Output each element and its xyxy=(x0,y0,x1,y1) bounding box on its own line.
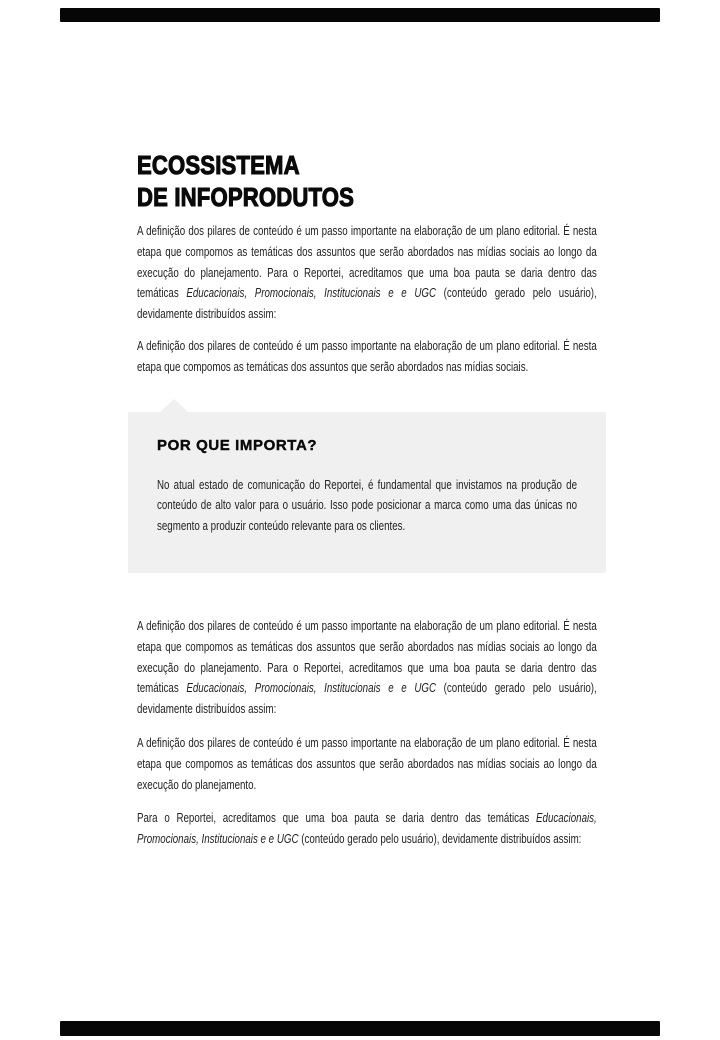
paragraph-intro-short: A definição dos pilares de conteúdo é um passo importante na elaboração de um plano editorial. É nesta etapa que compomos as temáticas dos assuntos que serão abordados nas mídias sociais. xyxy=(137,338,597,374)
page-title xyxy=(137,149,354,213)
previous-page-edge xyxy=(60,8,660,22)
next-page-edge xyxy=(60,1021,660,1036)
callout-heading: POR QUE IMPORTA? xyxy=(157,437,318,454)
page-title-line1: ECOSSISTEMA xyxy=(137,150,300,180)
page-title-line2: DE INFOPRODUTOS xyxy=(137,182,355,212)
paragraph-intro: A definição dos pilares de conteúdo é um passo importante na elaboração de um plano editorial. É nesta etapa que compomos as temáticas dos assuntos que serão abordados nas mídias sociais ao longo da execução do planejamento. Para o Reportei, acreditamos que uma boa pauta se daria dentro das temáticas Educacionais, Promocionais, Institucionais e e UGC (conteúdo gerado pelo usuário), devidamente distribuídos assim: xyxy=(137,223,597,322)
callout-box xyxy=(128,412,606,573)
paragraph-repeat: A definição dos pilares de conteúdo é um passo importante na elaboração de um plano editorial. É nesta etapa que compomos as temáticas dos assuntos que serão abordados nas mídias sociais ao longo da execução do planejamento. Para o Reportei, acreditamos que uma boa pauta se daria dentro das temáticas Educacionais, Promocionais, Institucionais e e UGC (conteúdo gerado pelo usuário), devidamente distribuídos assim: xyxy=(137,618,597,717)
callout-body: No atual estado de comunicação do Reportei, é fundamental que invistamos na produção de conteúdo de alto valor para o usuário. Isso pode posicionar a marca como uma das únicas no segmento a produzir conteúdo relevante para os clientes. xyxy=(157,477,577,533)
paragraph-themes: Para o Reportei, acreditamos que uma boa pauta se daria dentro das temáticas Educacionais, Promocionais, Institucionais e e UGC (conteúdo gerado pelo usuário), devidamente distribuídos assim: xyxy=(137,810,597,846)
paragraph-planning: A definição dos pilares de conteúdo é um passo importante na elaboração de um plano editorial. É nesta etapa que compomos as temáticas dos assuntos que serão abordados nas mídias sociais ao longo da execução do planejamento. xyxy=(137,735,597,792)
callout-pointer-icon xyxy=(160,399,188,412)
